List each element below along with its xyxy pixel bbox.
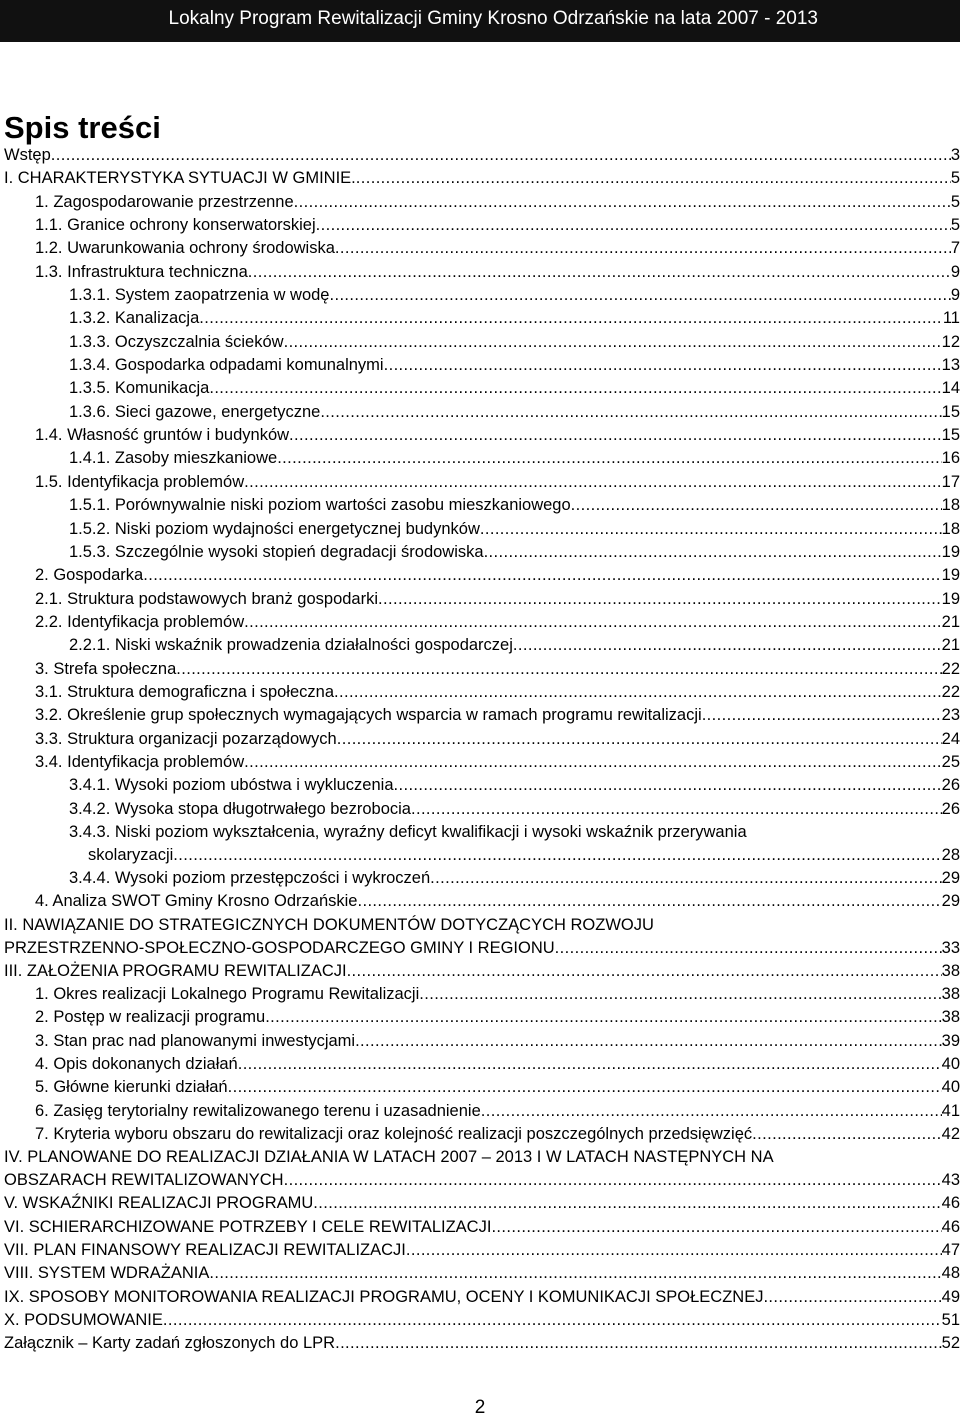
toc-entry[interactable] (0, 494, 960, 517)
toc-entry[interactable] (0, 1216, 960, 1239)
toc-entry[interactable] (0, 261, 960, 284)
dot-leader (334, 682, 942, 703)
toc-heading: Spis treści (4, 110, 161, 145)
toc-entry-page: 40 (941, 1078, 960, 1097)
dot-leader (335, 238, 951, 259)
table-of-contents (0, 144, 960, 1356)
toc-entry[interactable] (0, 914, 960, 960)
toc-entry[interactable] (0, 1006, 960, 1029)
toc-entry-page: 29 (941, 892, 960, 911)
toc-entry-title: 1.3. Infrastruktura techniczna (35, 262, 248, 281)
toc-entry-page: 46 (941, 1194, 960, 1213)
toc-entry[interactable] (0, 751, 960, 774)
dot-leader (244, 612, 942, 633)
toc-entry-page: 19 (941, 589, 960, 608)
toc-entry[interactable] (0, 424, 960, 447)
toc-entry[interactable] (0, 167, 960, 190)
toc-entry-title: 5. Główne kierunki działań (35, 1078, 228, 1097)
toc-entry-title: 2.2. Identyfikacja problemów (35, 612, 245, 631)
toc-entry[interactable] (0, 354, 960, 377)
toc-entry-page: 15 (941, 426, 960, 445)
toc-entry-title: VIII. SYSTEM WDRAŻANIA (4, 1264, 210, 1283)
toc-entry-page: 5 (950, 192, 960, 211)
toc-entry-title: 4. Opis dokonanych działań (35, 1055, 238, 1074)
toc-entry-page: 28 (941, 845, 960, 864)
toc-entry-title: 3.3. Struktura organizacji pozarządowych (35, 729, 337, 748)
toc-entry-title: 3. Strefa społeczna (35, 659, 177, 678)
dot-leader (752, 1124, 941, 1145)
toc-entry-page: 29 (941, 868, 960, 887)
toc-entry-page: 41 (941, 1101, 960, 1120)
toc-entry-page: 24 (941, 729, 960, 748)
toc-entry-page: 33 (941, 938, 960, 957)
running-header (0, 0, 960, 42)
dot-leader (209, 378, 941, 399)
dot-leader (384, 355, 942, 376)
toc-entry[interactable] (0, 377, 960, 400)
document-title: Lokalny Program Rewitalizacji Gminy Krosno Odrzańskie na lata 2007 - 2013 (168, 8, 818, 29)
toc-entry-title-line: IV. PLANOWANE DO REALIZACJI DZIAŁANIA W LATACH 2007 – 2013 I W LATACH NASTĘPNYCH NA (4, 1148, 774, 1167)
toc-entry-title: 1.4. Własność gruntów i budynków (35, 426, 290, 445)
dot-leader (411, 799, 942, 820)
toc-entry-title: 3. Stan prac nad planowanymi inwestycjami (35, 1031, 356, 1050)
dot-leader (484, 542, 942, 563)
dot-leader (320, 402, 941, 423)
toc-entry-page: 26 (941, 776, 960, 795)
toc-entry-title: 1.2. Uwarunkowania ochrony środowiska (35, 239, 335, 258)
dot-leader (378, 589, 942, 610)
toc-entry[interactable] (0, 611, 960, 634)
toc-entry-title: 1. Okres realizacji Lokalnego Programu Rewitalizacji (35, 985, 420, 1003)
toc-entry[interactable] (0, 1100, 960, 1123)
dot-leader (284, 1170, 942, 1191)
toc-entry-title: 2. Gospodarka (35, 566, 144, 585)
toc-entry-title: 4. Analiza SWOT Gminy Krosno Odrzańskie (35, 892, 358, 911)
dot-leader (702, 705, 942, 726)
toc-entry[interactable] (0, 331, 960, 354)
toc-entry-page: 49 (941, 1287, 960, 1306)
toc-entry-title: 3.4.2. Wysoka stopa długotrwałego bezrobocia (69, 799, 411, 818)
toc-entry-title: 1.5.1. Porównywalnie niski poziom wartości zasobu mieszkaniowego (69, 496, 571, 515)
toc-entry[interactable] (0, 1309, 960, 1332)
toc-entry-page: 52 (941, 1334, 960, 1353)
toc-entry-title: III. ZAŁOŻENIA PROGRAMU REWITALIZACJI (4, 961, 347, 980)
toc-entry-title: 3.2. Określenie grup społecznych wymagających wsparcia w ramach programu rewitalizacji (35, 706, 702, 725)
toc-entry-page: 19 (941, 542, 960, 561)
dot-leader (430, 868, 941, 889)
toc-entry[interactable] (0, 728, 960, 751)
dot-leader (481, 1101, 942, 1122)
toc-entry-page: 38 (941, 961, 960, 980)
toc-entry[interactable] (0, 1332, 960, 1355)
toc-entry-title: V. WSKAŹNIKI REALIZACJI PROGRAMU (4, 1194, 314, 1213)
dot-leader (491, 1217, 941, 1238)
dot-leader (313, 1193, 941, 1214)
toc-entry-page: 5 (950, 216, 960, 235)
toc-entry-title: 1. Zagospodarowanie przestrzenne (35, 192, 294, 211)
dot-leader (394, 775, 942, 796)
toc-entry-title: VII. PLAN FINANSOWY REALIZACJI REWITALIZACJI (4, 1241, 406, 1260)
toc-entry-page: 11 (942, 309, 960, 328)
toc-entry[interactable] (0, 1262, 960, 1285)
dot-leader (294, 192, 951, 213)
toc-entry[interactable] (0, 634, 960, 657)
dot-leader (51, 145, 951, 166)
toc-entry-page: 21 (941, 636, 960, 655)
toc-entry-title: 3.4.4. Wysoki poziom przestępczości i wykroczeń (69, 868, 431, 887)
toc-entry-page: 9 (950, 262, 960, 281)
dot-leader (480, 519, 942, 540)
toc-entry-page: 16 (941, 449, 960, 468)
toc-entry-title: 1.5.3. Szczególnie wysoki stopień degradacji środowiska (69, 542, 484, 561)
dot-leader (143, 565, 941, 586)
dot-leader (356, 168, 951, 189)
dot-leader (289, 425, 942, 446)
dot-leader (277, 448, 941, 469)
toc-entry-title: 2. Postęp w realizacji programu (35, 1008, 266, 1027)
toc-entry-page: 18 (941, 496, 960, 515)
dot-leader (163, 1310, 942, 1331)
dot-leader (265, 1007, 941, 1028)
toc-entry-page: 42 (941, 1125, 960, 1144)
toc-entry-page: 13 (941, 356, 960, 375)
dot-leader (244, 472, 942, 493)
dot-leader (228, 1077, 942, 1098)
toc-entry-title: 3.4. Identyfikacja problemów (35, 752, 245, 771)
dot-leader (209, 1263, 941, 1284)
toc-entry-page: 22 (941, 659, 960, 678)
toc-entry-page: 21 (941, 612, 960, 631)
toc-entry[interactable] (0, 774, 960, 797)
toc-entry-title: 2.2.1. Niski wskaźnik prowadzenia działalności gospodarczej (69, 636, 513, 655)
toc-entry-page: 25 (941, 752, 960, 771)
toc-entry-page: 15 (941, 402, 960, 421)
toc-entry[interactable] (0, 890, 960, 913)
toc-entry[interactable] (0, 960, 960, 983)
toc-entry-title: X. PODSUMOWANIE (4, 1311, 163, 1330)
toc-entry-page: 46 (941, 1217, 960, 1236)
toc-entry[interactable] (0, 658, 960, 681)
toc-entry-page: 26 (941, 799, 960, 818)
toc-entry[interactable] (0, 1286, 960, 1309)
toc-entry-title: 1.3.1. System zaopatrzenia w wodę (69, 286, 330, 305)
toc-entry-title: I. CHARAKTERYSTYKA SYTUACJI W GMINIE. (4, 169, 356, 188)
toc-entry-title: IX. SPOSOBY MONITOROWANIA REALIZACJI PROGRAMU, OCENY I KOMUNIKACJI SPOŁECZNEJ (4, 1287, 764, 1306)
toc-entry[interactable] (0, 144, 960, 167)
dot-leader (244, 752, 942, 773)
toc-entry-title: Wstęp (4, 146, 51, 164)
toc-entry[interactable] (0, 447, 960, 470)
toc-entry[interactable] (0, 821, 960, 867)
toc-entry-title: 1.5.2. Niski poziom wydajności energetycznej budynków (69, 519, 480, 538)
dot-leader (513, 635, 942, 656)
toc-entry[interactable] (0, 401, 960, 424)
dot-leader (173, 845, 941, 866)
dot-leader (316, 215, 951, 236)
toc-entry-title: 1.3.6. Sieci gazowe, energetyczne (69, 402, 321, 421)
toc-entry-title: 1.3.5. Komunikacja (69, 379, 210, 398)
toc-entry-page: 39 (941, 1031, 960, 1050)
toc-entry-title: 7. Kryteria wyboru obszaru do rewitalizacji oraz kolejność realizacji poszczególnych przedsięwzięć (35, 1125, 753, 1144)
toc-entry-page: 51 (941, 1311, 960, 1330)
toc-entry[interactable] (0, 237, 960, 260)
toc-entry[interactable] (0, 1053, 960, 1076)
toc-entry-page: 40 (941, 1055, 960, 1074)
toc-entry-page: 3 (950, 146, 960, 164)
dot-leader (355, 1031, 942, 1052)
toc-entry[interactable] (0, 1192, 960, 1215)
toc-entry-title: 1.4.1. Zasoby mieszkaniowe (69, 449, 278, 468)
toc-entry-page: 17 (941, 472, 960, 491)
toc-entry-title: Załącznik – Karty zadań zgłoszonych do LPR (4, 1334, 336, 1353)
toc-entry[interactable] (0, 1146, 960, 1192)
toc-entry[interactable] (0, 1123, 960, 1146)
toc-entry-page: 43 (941, 1171, 960, 1190)
toc-entry-title: PRZESTRZENNO-SPOŁECZNO-GOSPODARCZEGO GMINY I REGIONU (4, 938, 555, 957)
toc-entry-page: 22 (941, 682, 960, 701)
toc-entry-title: 2.1. Struktura podstawowych branż gospodarki (35, 589, 379, 608)
dot-leader (357, 891, 941, 912)
toc-entry[interactable] (0, 541, 960, 564)
toc-entry-page: 18 (941, 519, 960, 538)
dot-leader (571, 495, 942, 516)
dot-leader (555, 938, 942, 959)
toc-entry-page: 9 (950, 286, 960, 305)
toc-entry-page: 38 (941, 985, 960, 1003)
toc-entry[interactable] (0, 191, 960, 214)
toc-entry-title: VI. SCHIERARCHIZOWANE POTRZEBY I CELE REWITALIZACJI (4, 1217, 492, 1236)
toc-entry-title: 1.3.3. Oczyszczalnia ścieków (69, 332, 284, 351)
dot-leader (419, 984, 941, 1005)
toc-entry-page: 7 (950, 239, 960, 258)
toc-entry-page: 14 (941, 379, 960, 398)
toc-entry[interactable] (0, 681, 960, 704)
toc-entry-page: 19 (941, 566, 960, 585)
toc-entry-title-line: II. NAWIĄZANIE DO STRATEGICZNYCH DOKUMENTÓW DOTYCZĄCYCH ROZWOJU (4, 915, 654, 934)
toc-entry-title: 3.4.1. Wysoki poziom ubóstwa i wykluczenia (69, 776, 394, 795)
toc-entry-page: 23 (941, 706, 960, 725)
toc-entry-title: 1.3.2. Kanalizacja (69, 309, 200, 328)
toc-entry[interactable] (0, 471, 960, 494)
toc-entry[interactable] (0, 1030, 960, 1053)
toc-entry-title: 1.5. Identyfikacja problemów (35, 472, 245, 491)
dot-leader (176, 659, 941, 680)
dot-leader (284, 332, 942, 353)
toc-entry-title: 3.1. Struktura demograficzna i społeczna (35, 682, 334, 701)
toc-entry-title-line: 3.4.3. Niski poziom wykształcenia, wyraźny deficyt kwalifikacji i wysoki wskaźnik przerywania (69, 822, 747, 841)
dot-leader (337, 729, 942, 750)
toc-entry[interactable] (0, 588, 960, 611)
toc-entry-title: 1.3.4. Gospodarka odpadami komunalnymi (69, 356, 384, 375)
toc-entry-page: 5 (950, 169, 960, 188)
toc-entry-title: 1.1. Granice ochrony konserwatorskiej (35, 216, 316, 235)
toc-entry[interactable] (0, 214, 960, 237)
toc-entry[interactable] (0, 1239, 960, 1262)
dot-leader (335, 1333, 942, 1354)
toc-entry-title: 6. Zasięg terytorialny rewitalizowanego terenu i uzasadnienie (35, 1101, 481, 1120)
dot-leader (248, 262, 951, 283)
dot-leader (238, 1054, 942, 1075)
dot-leader (199, 308, 943, 329)
toc-entry-page: 38 (941, 1008, 960, 1027)
dot-leader (347, 961, 942, 982)
toc-entry[interactable] (0, 307, 960, 330)
toc-entry-page: 47 (941, 1241, 960, 1260)
dot-leader (763, 1287, 941, 1308)
toc-entry[interactable] (0, 983, 960, 1006)
toc-entry[interactable] (0, 1076, 960, 1099)
toc-entry[interactable] (0, 284, 960, 307)
toc-entry-title: skolaryzacji (88, 845, 174, 864)
toc-entry-title: OBSZARACH REWITALIZOWANYCH (4, 1171, 284, 1190)
page-number: 2 (474, 1397, 486, 1418)
toc-entry[interactable] (0, 518, 960, 541)
toc-entry[interactable] (0, 798, 960, 821)
toc-entry[interactable] (0, 704, 960, 727)
toc-entry[interactable] (0, 867, 960, 890)
dot-leader (329, 285, 950, 306)
dot-leader (406, 1240, 942, 1261)
toc-entry[interactable] (0, 564, 960, 587)
toc-entry-page: 12 (941, 332, 960, 351)
toc-entry-page: 48 (941, 1264, 960, 1283)
